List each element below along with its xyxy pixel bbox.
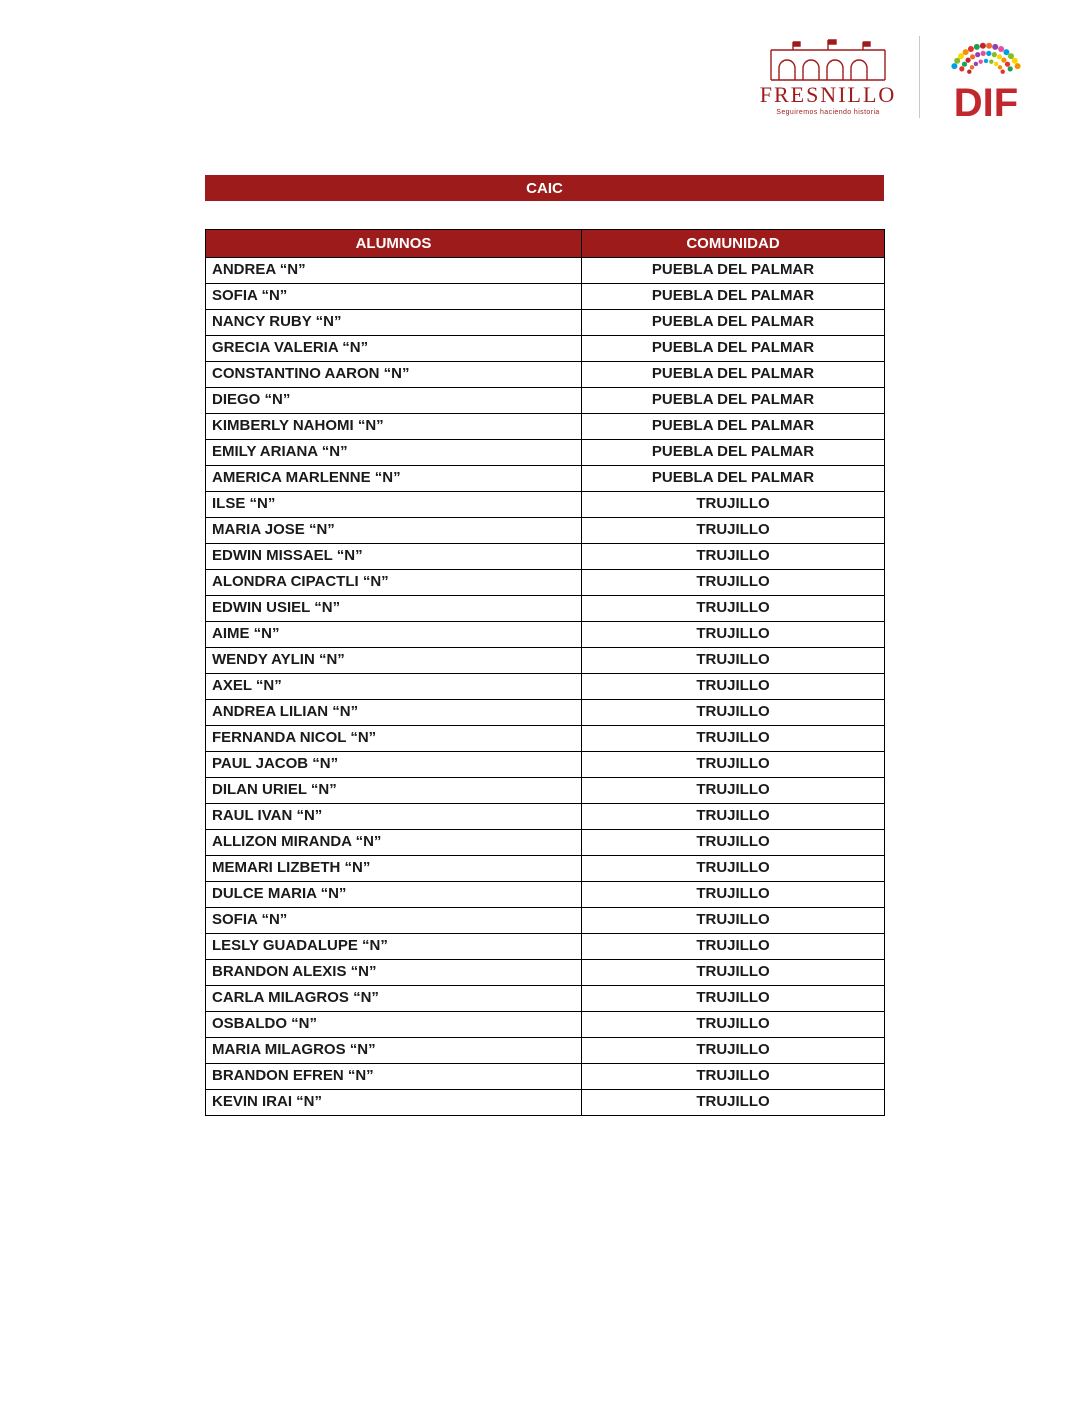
student-name-cell: BRANDON ALEXIS “N”: [206, 960, 582, 986]
table-row: [206, 648, 885, 674]
table-row: [206, 830, 885, 856]
table-row: [206, 362, 885, 388]
community-cell: TRUJILLO: [582, 986, 885, 1012]
dif-dots-burst-icon: [951, 43, 1020, 74]
student-name-cell: MARIA MILAGROS “N”: [206, 1038, 582, 1064]
student-name-cell: RAUL IVAN “N”: [206, 804, 582, 830]
student-name-cell: DULCE MARIA “N”: [206, 882, 582, 908]
table-row: [206, 960, 885, 986]
community-cell: PUEBLA DEL PALMAR: [582, 258, 885, 284]
table-row: [206, 310, 885, 336]
student-name-cell: MEMARI LIZBETH “N”: [206, 856, 582, 882]
table-row: [206, 284, 885, 310]
community-cell: PUEBLA DEL PALMAR: [582, 310, 885, 336]
student-name-cell: MARIA JOSE “N”: [206, 518, 582, 544]
student-name-cell: ANDREA LILIAN “N”: [206, 700, 582, 726]
community-cell: TRUJILLO: [582, 596, 885, 622]
table-row: [206, 388, 885, 414]
table-row: [206, 440, 885, 466]
student-name-cell: PAUL JACOB “N”: [206, 752, 582, 778]
community-cell: PUEBLA DEL PALMAR: [582, 362, 885, 388]
community-cell: TRUJILLO: [582, 856, 885, 882]
logo-divider: [919, 36, 920, 118]
student-name-cell: CARLA MILAGROS “N”: [206, 986, 582, 1012]
student-name-cell: AXEL “N”: [206, 674, 582, 700]
community-cell: PUEBLA DEL PALMAR: [582, 284, 885, 310]
student-name-cell: CONSTANTINO AARON “N”: [206, 362, 582, 388]
community-cell: TRUJILLO: [582, 778, 885, 804]
student-name-cell: ALLIZON MIRANDA “N”: [206, 830, 582, 856]
community-cell: TRUJILLO: [582, 492, 885, 518]
student-name-cell: LESLY GUADALUPE “N”: [206, 934, 582, 960]
table-row: [206, 934, 885, 960]
table-row: [206, 882, 885, 908]
table-row: [206, 778, 885, 804]
community-cell: TRUJILLO: [582, 648, 885, 674]
table-row: [206, 466, 885, 492]
title-bar: [205, 175, 884, 201]
student-name-cell: BRANDON EFREN “N”: [206, 1064, 582, 1090]
student-name-cell: KIMBERLY NAHOMI “N”: [206, 414, 582, 440]
column-header-alumnos: ALUMNOS: [206, 230, 582, 258]
student-name-cell: ILSE “N”: [206, 492, 582, 518]
community-cell: PUEBLA DEL PALMAR: [582, 466, 885, 492]
table-row: [206, 804, 885, 830]
table-row: [206, 908, 885, 934]
table-row: [206, 1064, 885, 1090]
student-name-cell: AMERICA MARLENNE “N”: [206, 466, 582, 492]
community-cell: TRUJILLO: [582, 570, 885, 596]
table-row: [206, 1090, 885, 1116]
student-name-cell: WENDY AYLIN “N”: [206, 648, 582, 674]
community-cell: TRUJILLO: [582, 518, 885, 544]
logo-area: [753, 32, 1036, 122]
header-row: [206, 230, 885, 258]
table-row: [206, 726, 885, 752]
community-cell: TRUJILLO: [582, 960, 885, 986]
student-name-cell: SOFIA “N”: [206, 908, 582, 934]
students-table: [205, 229, 885, 1116]
community-cell: TRUJILLO: [582, 674, 885, 700]
fresnillo-building-icon: [763, 38, 893, 82]
community-cell: TRUJILLO: [582, 544, 885, 570]
table-row: [206, 1038, 885, 1064]
student-name-cell: EDWIN USIEL “N”: [206, 596, 582, 622]
community-cell: TRUJILLO: [582, 934, 885, 960]
community-cell: TRUJILLO: [582, 908, 885, 934]
student-name-cell: AIME “N”: [206, 622, 582, 648]
community-cell: PUEBLA DEL PALMAR: [582, 414, 885, 440]
student-name-cell: DILAN URIEL “N”: [206, 778, 582, 804]
student-name-cell: NANCY RUBY “N”: [206, 310, 582, 336]
table-row: [206, 596, 885, 622]
community-cell: TRUJILLO: [582, 1012, 885, 1038]
page-title: CAIC: [526, 179, 563, 197]
table-row: [206, 544, 885, 570]
community-cell: TRUJILLO: [582, 1038, 885, 1064]
table-row: [206, 414, 885, 440]
community-cell: TRUJILLO: [582, 882, 885, 908]
table-row: [206, 1012, 885, 1038]
table-row: [206, 674, 885, 700]
community-cell: TRUJILLO: [582, 726, 885, 752]
student-name-cell: ALONDRA CIPACTLI “N”: [206, 570, 582, 596]
table-row: [206, 622, 885, 648]
community-cell: TRUJILLO: [582, 1090, 885, 1116]
fresnillo-tagline: Seguiremos haciendo historia: [776, 109, 880, 116]
table-row: [206, 856, 885, 882]
dif-wordmark: DIF: [953, 81, 1019, 122]
community-cell: PUEBLA DEL PALMAR: [582, 388, 885, 414]
student-name-cell: KEVIN IRAI “N”: [206, 1090, 582, 1116]
student-name-cell: EDWIN MISSAEL “N”: [206, 544, 582, 570]
table-row: [206, 336, 885, 362]
table-row: [206, 518, 885, 544]
community-cell: TRUJILLO: [582, 752, 885, 778]
column-header-comunidad: COMUNIDAD: [582, 230, 885, 258]
table-row: [206, 752, 885, 778]
table-row: [206, 700, 885, 726]
community-cell: TRUJILLO: [582, 804, 885, 830]
table-row: [206, 986, 885, 1012]
community-cell: TRUJILLO: [582, 1064, 885, 1090]
table-row: [206, 258, 885, 284]
student-name-cell: GRECIA VALERIA “N”: [206, 336, 582, 362]
fresnillo-wordmark: FRESNILLO: [759, 82, 897, 107]
community-cell: PUEBLA DEL PALMAR: [582, 336, 885, 362]
dif-logo: [936, 32, 1036, 122]
student-name-cell: SOFIA “N”: [206, 284, 582, 310]
table-row: [206, 492, 885, 518]
student-name-cell: DIEGO “N”: [206, 388, 582, 414]
community-cell: TRUJILLO: [582, 830, 885, 856]
community-cell: TRUJILLO: [582, 622, 885, 648]
community-cell: TRUJILLO: [582, 700, 885, 726]
student-name-cell: FERNANDA NICOL “N”: [206, 726, 582, 752]
student-name-cell: EMILY ARIANA “N”: [206, 440, 582, 466]
table-row: [206, 570, 885, 596]
community-cell: PUEBLA DEL PALMAR: [582, 440, 885, 466]
student-name-cell: OSBALDO “N”: [206, 1012, 582, 1038]
student-name-cell: ANDREA “N”: [206, 258, 582, 284]
fresnillo-logo: [753, 38, 903, 116]
